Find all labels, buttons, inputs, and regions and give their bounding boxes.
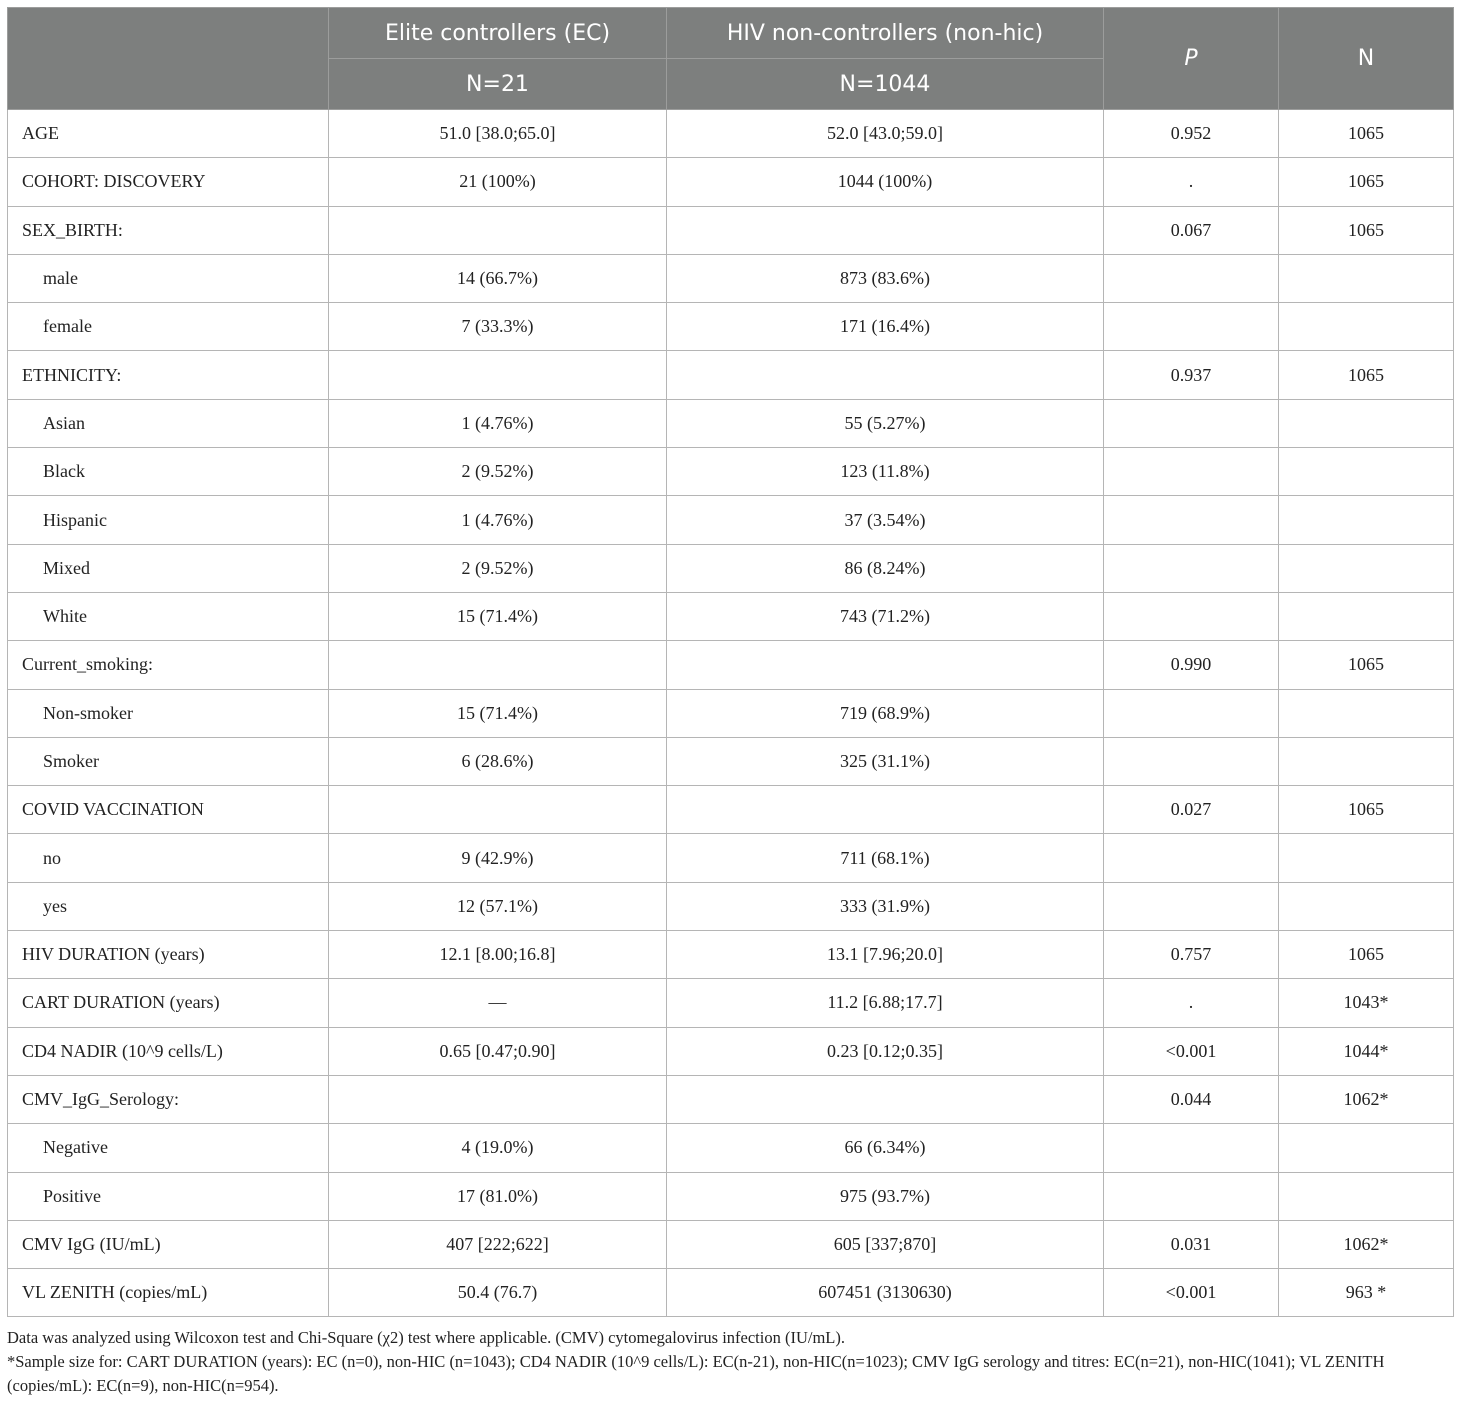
cell-nonhic: 607451 (3130630) (667, 1269, 1104, 1317)
cell-p: 0.067 (1104, 206, 1279, 254)
cell-n (1279, 399, 1454, 447)
cell-p: 0.937 (1104, 351, 1279, 399)
cell-n (1279, 448, 1454, 496)
table-row (8, 1075, 1454, 1123)
cell-p (1104, 496, 1279, 544)
cell-p (1104, 399, 1279, 447)
cell-ec: — (329, 979, 667, 1027)
cell-ec: 21 (100%) (329, 158, 667, 206)
note-method: Data was analyzed using Wilcoxon test and Chi-Square (χ2) test where applicable. (CMV) cytomegalovirus infection (IU/mL). (7, 1328, 845, 1347)
row-label: Non-smoker (8, 689, 329, 737)
cell-nonhic: 743 (71.2%) (667, 592, 1104, 640)
cell-ec: 14 (66.7%) (329, 254, 667, 302)
table-body (8, 110, 1454, 1317)
cell-n (1279, 592, 1454, 640)
cell-nonhic: 711 (68.1%) (667, 834, 1104, 882)
table-row (8, 544, 1454, 592)
table-row (8, 592, 1454, 640)
cell-nonhic: 171 (16.4%) (667, 303, 1104, 351)
cell-ec (329, 641, 667, 689)
cell-ec: 51.0 [38.0;65.0] (329, 110, 667, 158)
cell-nonhic: 66 (6.34%) (667, 1124, 1104, 1172)
cell-p: . (1104, 979, 1279, 1027)
cell-n: 1062* (1279, 1220, 1454, 1268)
row-label: VL ZENITH (copies/mL) (8, 1269, 329, 1317)
row-label: ETHNICITY: (8, 351, 329, 399)
cell-p: 0.990 (1104, 641, 1279, 689)
cell-n (1279, 834, 1454, 882)
row-label: SEX_BIRTH: (8, 206, 329, 254)
header-p: P (1104, 8, 1279, 110)
row-label: Negative (8, 1124, 329, 1172)
cell-nonhic (667, 786, 1104, 834)
cell-ec: 12 (57.1%) (329, 882, 667, 930)
row-label: CD4 NADIR (10^9 cells/L) (8, 1027, 329, 1075)
header-ec-n: N=21 (329, 59, 667, 110)
cell-p: . (1104, 158, 1279, 206)
cell-ec: 15 (71.4%) (329, 592, 667, 640)
row-label: Current_smoking: (8, 641, 329, 689)
cell-nonhic: 37 (3.54%) (667, 496, 1104, 544)
table-notes (7, 1326, 1457, 1398)
cell-n (1279, 1172, 1454, 1220)
cell-nonhic: 605 [337;870] (667, 1220, 1104, 1268)
row-label: HIV DURATION (years) (8, 931, 329, 979)
cell-ec: 2 (9.52%) (329, 544, 667, 592)
cell-n: 1065 (1279, 931, 1454, 979)
table-row (8, 931, 1454, 979)
cell-p (1104, 448, 1279, 496)
cell-p: <0.001 (1104, 1027, 1279, 1075)
cell-n: 1062* (1279, 1075, 1454, 1123)
row-label: COHORT: DISCOVERY (8, 158, 329, 206)
cell-ec: 1 (4.76%) (329, 399, 667, 447)
note-sample-size: *Sample size for: CART DURATION (years): EC (n=0), non-HIC (n=1043); CD4 NADIR (10^9 cells/L): EC(n-21), non-HIC(n=1023); CMV IgG serology and titres: EC(n=21), non-HIC(1041); VL ZENITH (copies/mL): EC(n=9), non-HIC(n=954). (7, 1352, 1385, 1395)
row-label: Black (8, 448, 329, 496)
table-row (8, 1269, 1454, 1317)
cell-p (1104, 592, 1279, 640)
cell-nonhic: 1044 (100%) (667, 158, 1104, 206)
cell-n (1279, 737, 1454, 785)
cell-nonhic: 975 (93.7%) (667, 1172, 1104, 1220)
table-row (8, 254, 1454, 302)
table-row (8, 496, 1454, 544)
row-label: CART DURATION (years) (8, 979, 329, 1027)
cell-ec: 7 (33.3%) (329, 303, 667, 351)
cell-nonhic: 325 (31.1%) (667, 737, 1104, 785)
cell-nonhic: 55 (5.27%) (667, 399, 1104, 447)
cell-p (1104, 1172, 1279, 1220)
cell-p (1104, 834, 1279, 882)
cell-ec: 1 (4.76%) (329, 496, 667, 544)
cell-nonhic: 719 (68.9%) (667, 689, 1104, 737)
cell-nonhic (667, 1075, 1104, 1123)
cell-n: 1065 (1279, 641, 1454, 689)
table-row (8, 786, 1454, 834)
table-row (8, 1027, 1454, 1075)
demographics-table (7, 7, 1454, 1317)
row-label: female (8, 303, 329, 351)
cell-n (1279, 689, 1454, 737)
cell-nonhic (667, 206, 1104, 254)
cell-ec: 6 (28.6%) (329, 737, 667, 785)
header-nonhic-n: N=1044 (667, 59, 1104, 110)
cell-n (1279, 1124, 1454, 1172)
table-row (8, 206, 1454, 254)
cell-n: 1043* (1279, 979, 1454, 1027)
cell-n (1279, 303, 1454, 351)
row-label: Hispanic (8, 496, 329, 544)
cell-ec: 0.65 [0.47;0.90] (329, 1027, 667, 1075)
row-label: CMV_IgG_Serology: (8, 1075, 329, 1123)
cell-n (1279, 254, 1454, 302)
row-label: Mixed (8, 544, 329, 592)
cell-nonhic: 0.23 [0.12;0.35] (667, 1027, 1104, 1075)
cell-p: 0.031 (1104, 1220, 1279, 1268)
cell-p (1104, 737, 1279, 785)
cell-p (1104, 689, 1279, 737)
row-label: Smoker (8, 737, 329, 785)
cell-p (1104, 303, 1279, 351)
cell-n: 1065 (1279, 206, 1454, 254)
cell-n: 1065 (1279, 110, 1454, 158)
cell-ec: 2 (9.52%) (329, 448, 667, 496)
table-row (8, 882, 1454, 930)
header-ec-title: Elite controllers (EC) (329, 8, 667, 59)
cell-p: 0.027 (1104, 786, 1279, 834)
cell-nonhic: 333 (31.9%) (667, 882, 1104, 930)
cell-p: 0.757 (1104, 931, 1279, 979)
table-row (8, 303, 1454, 351)
table-row (8, 834, 1454, 882)
row-label: male (8, 254, 329, 302)
cell-p (1104, 544, 1279, 592)
cell-n (1279, 882, 1454, 930)
cell-ec (329, 351, 667, 399)
table-row (8, 1124, 1454, 1172)
row-label: yes (8, 882, 329, 930)
table-row (8, 351, 1454, 399)
cell-n: 1065 (1279, 351, 1454, 399)
table-row (8, 448, 1454, 496)
row-label: Positive (8, 1172, 329, 1220)
row-label: Asian (8, 399, 329, 447)
cell-p: <0.001 (1104, 1269, 1279, 1317)
row-label: CMV IgG (IU/mL) (8, 1220, 329, 1268)
cell-p (1104, 1124, 1279, 1172)
cell-ec: 4 (19.0%) (329, 1124, 667, 1172)
header-n: N (1279, 8, 1454, 110)
cell-p: 0.044 (1104, 1075, 1279, 1123)
cell-nonhic: 873 (83.6%) (667, 254, 1104, 302)
cell-ec (329, 786, 667, 834)
cell-nonhic (667, 351, 1104, 399)
cell-p (1104, 254, 1279, 302)
cell-p (1104, 882, 1279, 930)
table-row (8, 979, 1454, 1027)
cell-n (1279, 544, 1454, 592)
table-row (8, 1220, 1454, 1268)
cell-ec: 12.1 [8.00;16.8] (329, 931, 667, 979)
cell-ec: 9 (42.9%) (329, 834, 667, 882)
table-row (8, 1172, 1454, 1220)
cell-n: 1065 (1279, 158, 1454, 206)
header-nonhic-title: HIV non-controllers (non-hic) (667, 8, 1104, 59)
cell-nonhic: 86 (8.24%) (667, 544, 1104, 592)
table-row (8, 641, 1454, 689)
row-label: no (8, 834, 329, 882)
header-blank (8, 8, 329, 110)
table-row (8, 689, 1454, 737)
row-label: White (8, 592, 329, 640)
cell-nonhic: 11.2 [6.88;17.7] (667, 979, 1104, 1027)
table-row (8, 399, 1454, 447)
cell-nonhic: 52.0 [43.0;59.0] (667, 110, 1104, 158)
cell-n (1279, 496, 1454, 544)
cell-ec: 15 (71.4%) (329, 689, 667, 737)
cell-ec: 50.4 (76.7) (329, 1269, 667, 1317)
cell-nonhic: 13.1 [7.96;20.0] (667, 931, 1104, 979)
row-label: AGE (8, 110, 329, 158)
cell-n: 1065 (1279, 786, 1454, 834)
table-row (8, 737, 1454, 785)
cell-nonhic (667, 641, 1104, 689)
header-row-1 (8, 8, 1454, 59)
cell-ec (329, 206, 667, 254)
cell-ec (329, 1075, 667, 1123)
cell-n: 1044* (1279, 1027, 1454, 1075)
table-row (8, 110, 1454, 158)
row-label: COVID VACCINATION (8, 786, 329, 834)
table-row (8, 158, 1454, 206)
cell-p: 0.952 (1104, 110, 1279, 158)
cell-ec: 407 [222;622] (329, 1220, 667, 1268)
cell-n: 963 * (1279, 1269, 1454, 1317)
cell-ec: 17 (81.0%) (329, 1172, 667, 1220)
cell-nonhic: 123 (11.8%) (667, 448, 1104, 496)
